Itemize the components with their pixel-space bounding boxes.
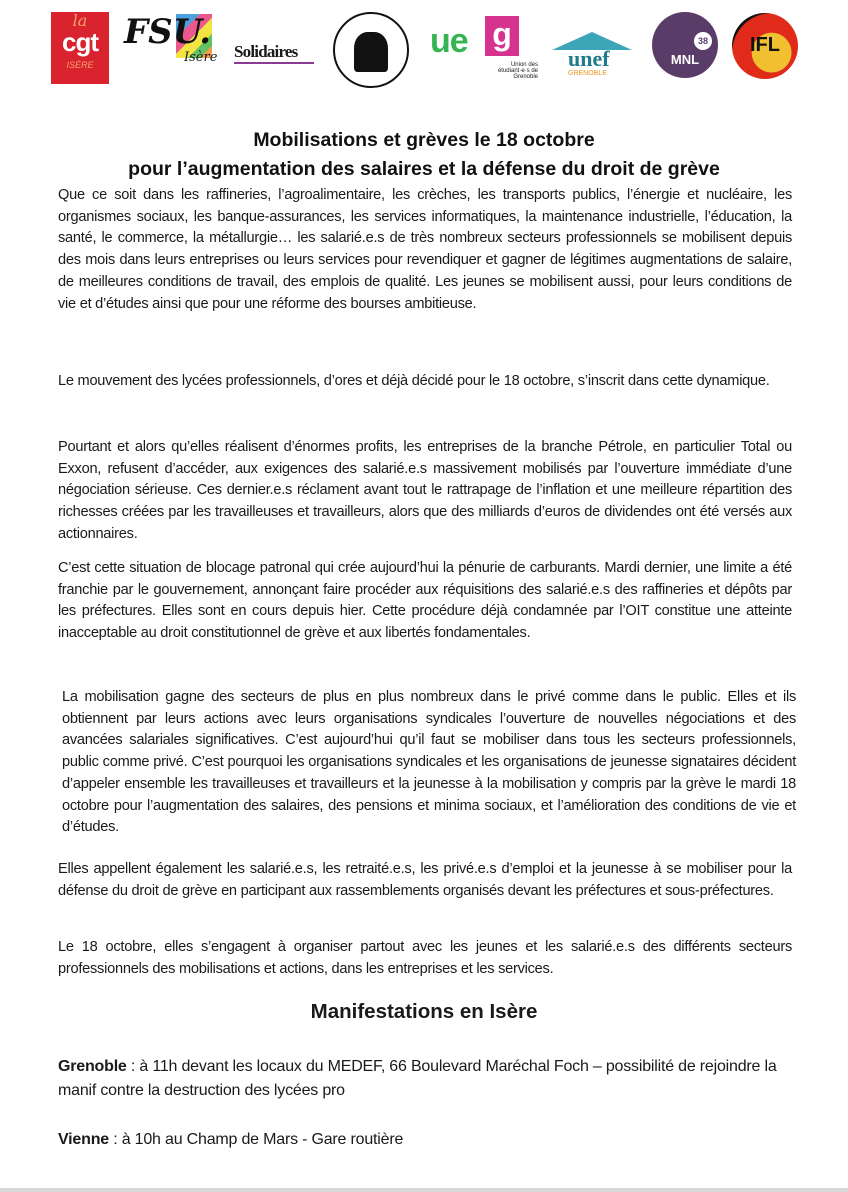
fsu-isere-logo: FSU. Isère — [124, 12, 218, 65]
title-line-2: pour l’augmentation des salaires et la défense du droit de grève — [128, 158, 720, 180]
paragraph: Elles appellent également les salarié.e.s, les retraité.e.s, les privé.e.s d’emploi et la jeunesse à se mobiliser pour la défense du droit de grève en participant aux rassemblements organisés devant les préfectures et sous-préfectures. — [58, 861, 792, 899]
manifestations-heading: Manifestations en Isère — [310, 1000, 538, 1023]
paragraph: C’est cette situation de blocage patronal qui crée aujourd’hui la pénurie de carburants. Mardi dernier, une limite a été franchie par le gouvernement, annonçant faire procéder aux réquisitions des salarié.e.s des raffineries et dépôts par les préfectures. Elles sont en cours depuis hier. Cette procédure déjà condamnée par l’OIT constitue une atteinte inacceptable au droit constitutionnel de grève et aux libertés fondamentales. — [58, 560, 792, 642]
logos-row — [0, 0, 848, 100]
location-details: : à 11h devant les locaux du MEDEF, 66 Boulevard Maréchal Foch – possibilité de rejoindre la manif contre la destruction des lycées pro — [58, 1058, 777, 1099]
cnt-38-logo — [333, 12, 409, 88]
title-line-1: Mobilisations et grèves le 18 octobre — [253, 129, 595, 151]
paragraph: Le 18 octobre, elles s’engagent à organiser partout avec les jeunes et les salarié.e.s des différents secteurs professionnels des mobilisations et actions, dans les entreprises et les services. — [58, 939, 792, 977]
mnl-38-logo: MNL 38 — [652, 12, 718, 78]
paragraph: La mobilisation gagne des secteurs de plus en plus nombreux dans le privé comme dans le public. Elles et ils obtiennent par leurs actions avec leurs organisations syndicales l’ouverture de nouvelles négociations et des avancées salariales significatives. C’est aujourd’hui qu’il faut se mobiliser dans tous les secteurs professionnels, public comme privé. C’est pourquoi les organisations syndicales et les organisations de jeunesse signataires décident d’appeler ensemble les travailleuses et travailleurs et la jeunesse à la mobilisation y compris par la grève le mardi 18 octobre pour l’augmentation des salaires, des pensions et minima sociaux, et l’amélioration des conditions de vie et d’études. — [62, 689, 796, 836]
black-cat-icon — [354, 32, 388, 72]
city-name: Vienne — [58, 1131, 109, 1148]
page-edge — [0, 1188, 848, 1192]
location-grenoble — [58, 1055, 803, 1103]
cgt-isere-logo: la cgt ISÈRE — [51, 12, 109, 84]
location-details: : à 10h au Champ de Mars - Gare routière — [108, 1131, 404, 1148]
solidaires-logo: Solidaires — [234, 42, 314, 78]
ueg-logo: ue g Union des étudiant·e·s de Grenoble — [430, 16, 538, 80]
document-title — [0, 126, 848, 184]
location-vienne — [58, 1128, 803, 1152]
paragraph: Le mouvement des lycées professionnels, d’ores et déjà décidé pour le 18 octobre, s’inscrit dans cette dynamique. — [58, 373, 770, 389]
paragraph: Que ce soit dans les raffineries, l’agroalimentaire, les crèches, les transports publics, l’énergie et nucléaire, les organismes sociaux, les banque-assurances, les services informatiques, la maintenance industrielle, l’éducation, la santé, le commerce, la métallurgie… les salarié.e.s de très nombreux secteurs professionnels se mobilisent depuis des mois dans leurs entreprises ou leurs services pour revendiquer et gagner de légitimes augmentations de salaire, de meilleures conditions de travail, des emplois de qualité. Les jeunes se mobilisent aussi, pour leurs conditions de vie et d’études ainsi que pour une réforme des bourses ambitieuse. — [58, 187, 792, 312]
ifl-logo: IFL — [732, 13, 798, 79]
paragraph: Pourtant et alors qu’elles réalisent d’énormes profits, les entreprises de la branche Pétrole, en particulier Total ou Exxon, refusent d’accéder, aux exigences des salarié.e.s massivement mobilisés par l’ouverture immédiate d’une négociation sérieuse. Ces dernier.e.s réclament avant tout le rattrapage de l’inflation et une meilleure répartition des richesses créées par les travailleuses et travailleurs, alors que des milliards d’euros de dividendes ont été versés aux actionnaires. — [58, 439, 792, 542]
unef-grenoble-logo: unef GRENOBLE — [552, 32, 636, 84]
city-name: Grenoble — [58, 1058, 127, 1075]
